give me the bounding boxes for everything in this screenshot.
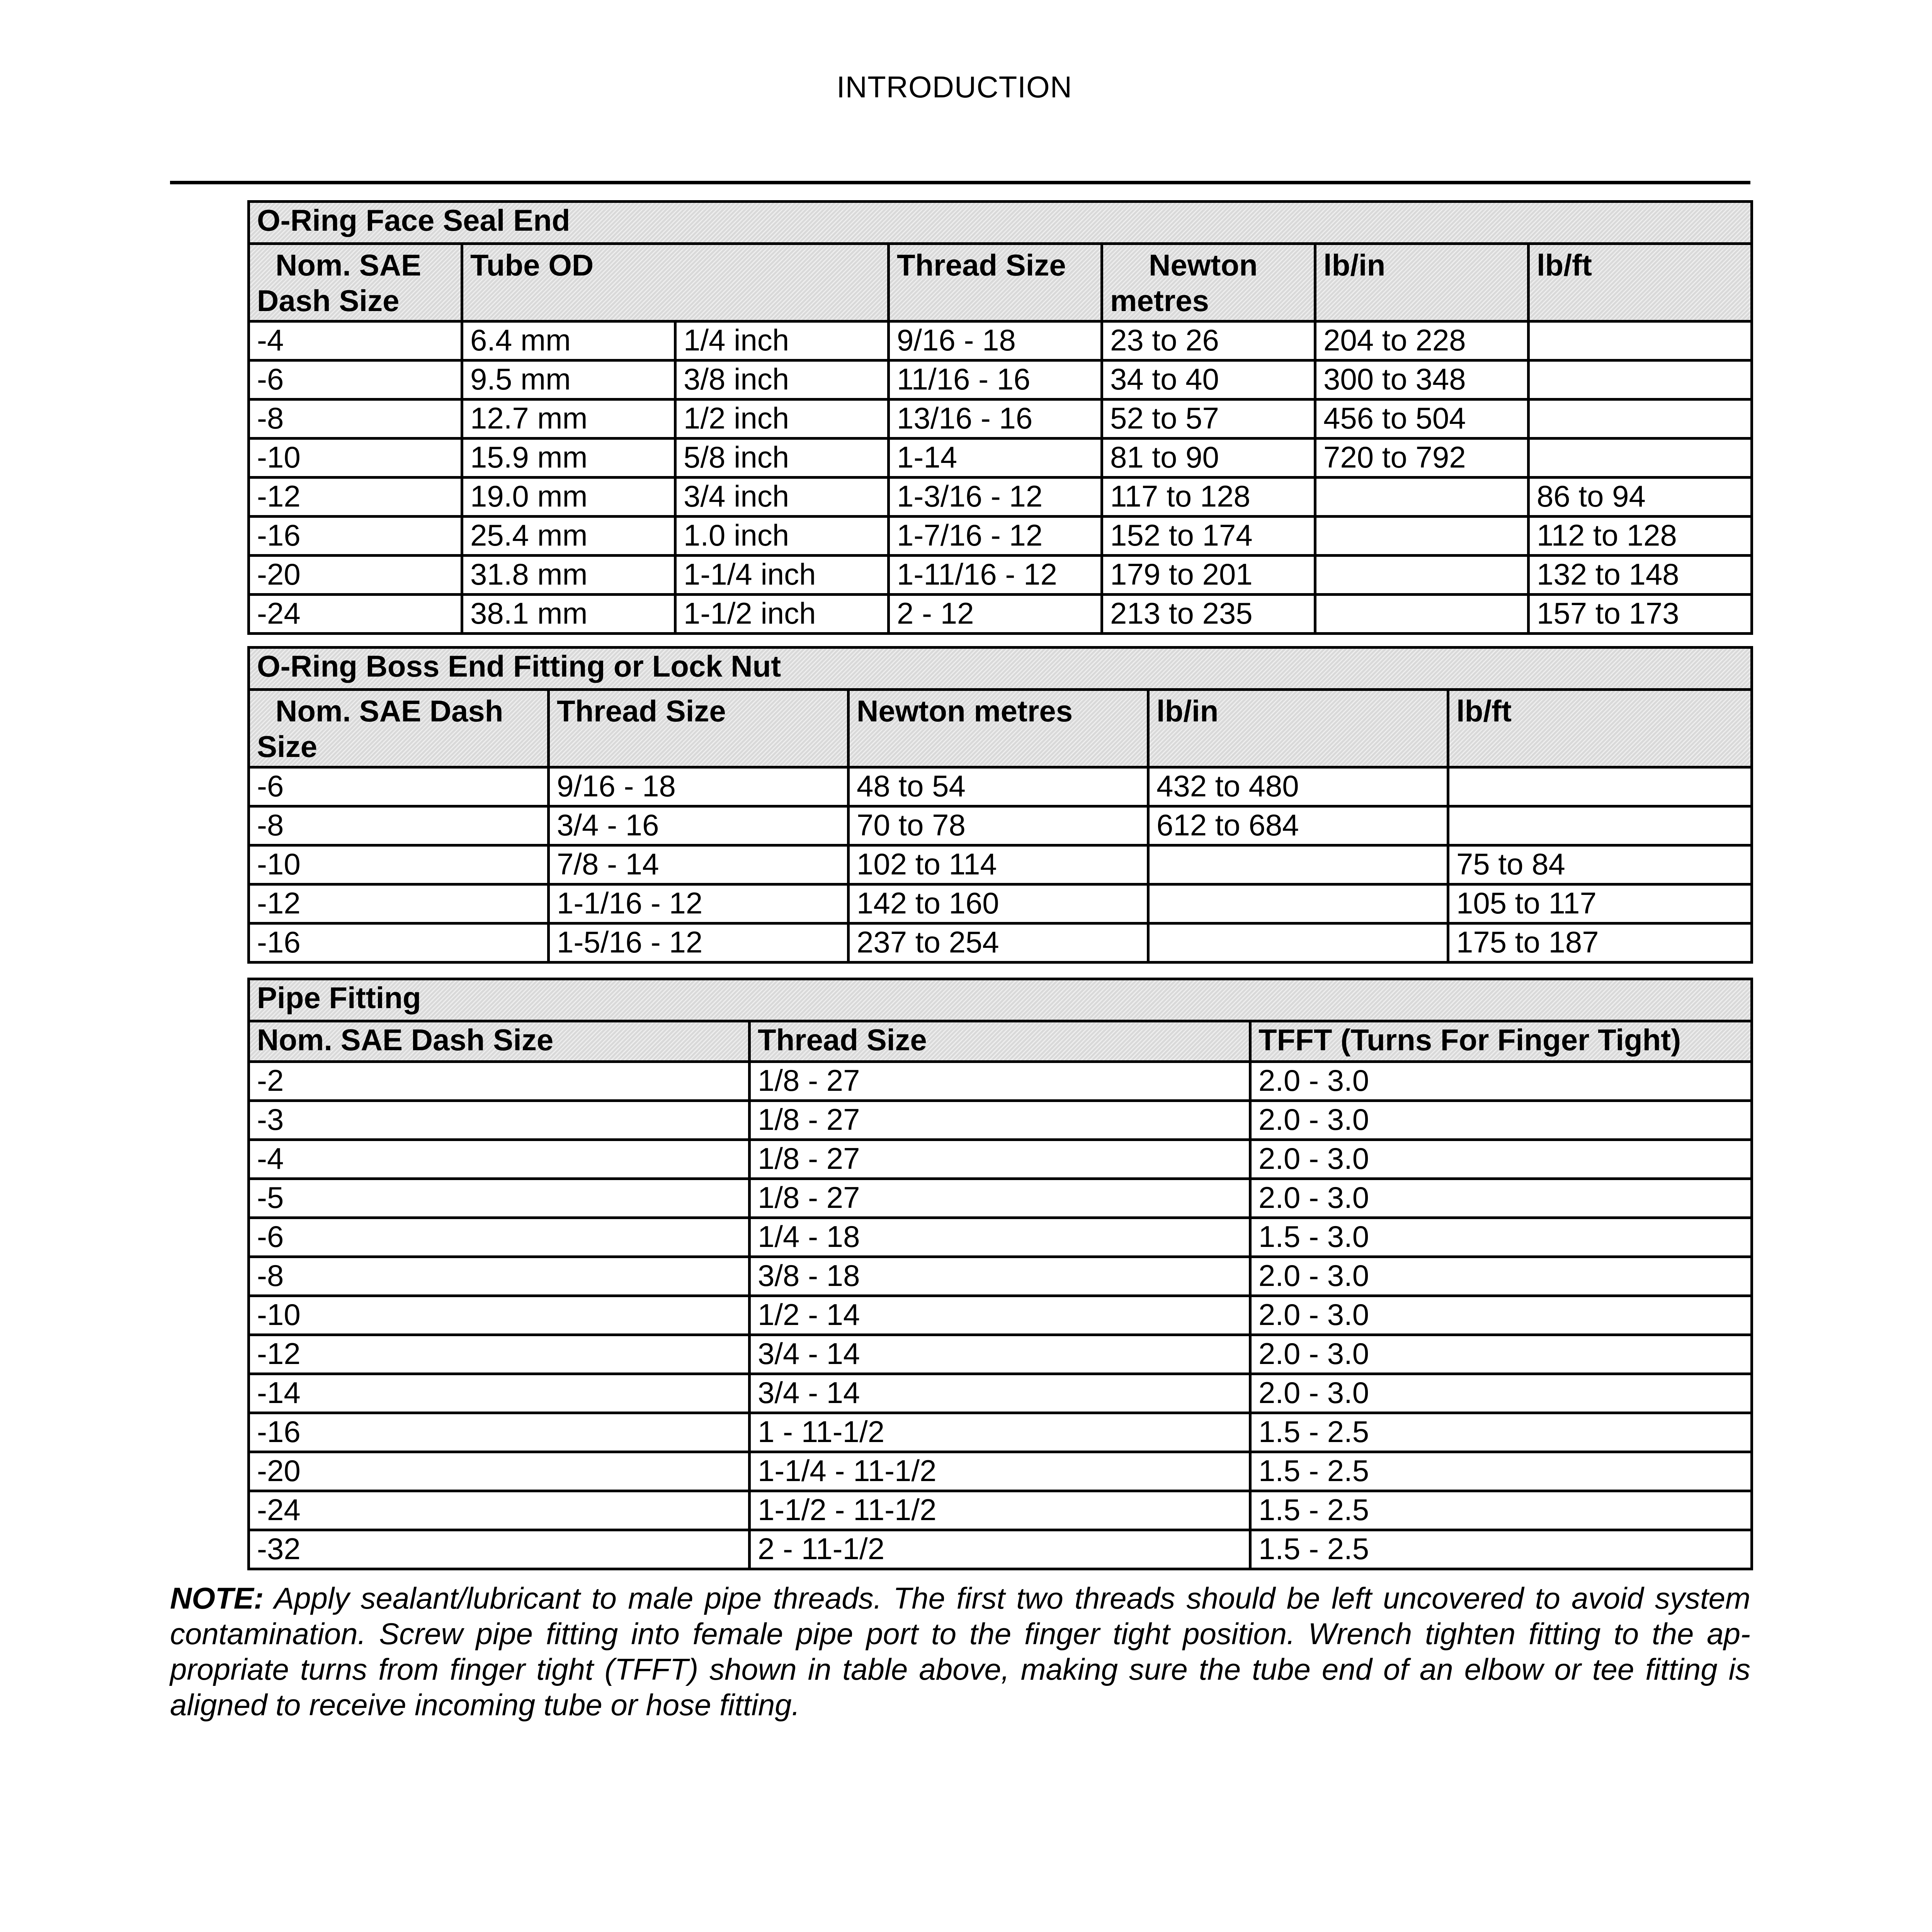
table-cell: 1/8 - 27 — [750, 1101, 1250, 1140]
table-cell: -20 — [249, 1452, 750, 1491]
table-cell: 237 to 254 — [849, 923, 1148, 963]
table-cell: 3/8 inch — [675, 361, 889, 400]
table-cell: 1/4 inch — [675, 321, 889, 361]
table-row — [249, 1335, 1752, 1374]
table-title: O-Ring Boss End Fitting or Lock Nut — [249, 648, 1752, 690]
table-cell: 2.0 - 3.0 — [1250, 1296, 1752, 1335]
table-cell — [1448, 806, 1752, 845]
table-cell: 1-1/16 - 12 — [549, 884, 849, 923]
column-header-newton-metres: Newton metres — [849, 690, 1148, 767]
column-header-dash-size — [249, 690, 549, 767]
table-cell: 1.0 inch — [675, 517, 889, 556]
table-cell: 5/8 inch — [675, 439, 889, 478]
table-title: O-Ring Face Seal End — [249, 202, 1752, 244]
table-cell: 152 to 174 — [1102, 517, 1315, 556]
table-cell: -8 — [249, 1257, 750, 1296]
table-cell: -4 — [249, 1140, 750, 1179]
column-header-thread-size: Thread Size — [889, 244, 1102, 321]
table-cell: 1-1/2 inch — [675, 595, 889, 634]
table-cell: 2.0 - 3.0 — [1250, 1101, 1752, 1140]
table-cell: 1-1/2 - 11-1/2 — [750, 1491, 1250, 1530]
header-text: Nom. SAE — [276, 248, 422, 282]
table-cell — [1529, 321, 1752, 361]
table-cell: 612 to 684 — [1148, 806, 1448, 845]
table-cell: 81 to 90 — [1102, 439, 1315, 478]
table-cell: 157 to 173 — [1529, 595, 1752, 634]
table-cell — [1148, 884, 1448, 923]
table-cell: 1/4 - 18 — [750, 1218, 1250, 1257]
table-cell: -20 — [249, 556, 462, 595]
table-cell: 3/4 inch — [675, 478, 889, 517]
table-cell: -4 — [249, 321, 462, 361]
table-cell — [1315, 595, 1529, 634]
table-cell: 1 - 11-1/2 — [750, 1413, 1250, 1452]
table-row — [249, 767, 1752, 806]
table-row — [249, 556, 1752, 595]
table-cell: -2 — [249, 1062, 750, 1101]
table-cell: 213 to 235 — [1102, 595, 1315, 634]
table-cell: 15.9 mm — [462, 439, 675, 478]
table-row — [249, 361, 1752, 400]
table-cell: 2 - 12 — [889, 595, 1102, 634]
table-cell: 1/8 - 27 — [750, 1179, 1250, 1218]
table-row — [249, 439, 1752, 478]
table-cell: 6.4 mm — [462, 321, 675, 361]
table-cell: -8 — [249, 400, 462, 439]
table-cell: 132 to 148 — [1529, 556, 1752, 595]
table-cell: 38.1 mm — [462, 595, 675, 634]
table-cell: 75 to 84 — [1448, 845, 1752, 884]
table-row — [249, 1491, 1752, 1530]
table-cell: 3/8 - 18 — [750, 1257, 1250, 1296]
table-cell: 2.0 - 3.0 — [1250, 1140, 1752, 1179]
table-cell: 117 to 128 — [1102, 478, 1315, 517]
pipe-fitting-table — [247, 978, 1753, 1570]
table-cell: -24 — [249, 1491, 750, 1530]
table-cell: 204 to 228 — [1315, 321, 1529, 361]
table-cell: -24 — [249, 595, 462, 634]
table-cell: 105 to 117 — [1448, 884, 1752, 923]
table-cell — [1148, 845, 1448, 884]
column-header-lb-in: lb/in — [1315, 244, 1529, 321]
table-row — [249, 595, 1752, 634]
header-text: Newton — [1149, 248, 1258, 282]
table-row — [249, 478, 1752, 517]
table-cell: -32 — [249, 1530, 750, 1569]
table-cell: -6 — [249, 1218, 750, 1257]
table-row — [249, 923, 1752, 963]
table-cell: 2.0 - 3.0 — [1250, 1062, 1752, 1101]
note-paragraph — [170, 1580, 1750, 1723]
table-cell: 432 to 480 — [1148, 767, 1448, 806]
table-cell — [1529, 439, 1752, 478]
table-row — [249, 1530, 1752, 1569]
table-cell: -5 — [249, 1179, 750, 1218]
table-cell: 1-11/16 - 12 — [889, 556, 1102, 595]
header-text: Size — [257, 730, 318, 764]
table-row — [249, 884, 1752, 923]
table-cell: 1/8 - 27 — [750, 1062, 1250, 1101]
section-title: INTRODUCTION — [837, 70, 1072, 104]
table-cell: 1-7/16 - 12 — [889, 517, 1102, 556]
header-text: Nom. SAE Dash — [276, 694, 503, 728]
table-cell — [1448, 767, 1752, 806]
table-cell: 12.7 mm — [462, 400, 675, 439]
note-text: Apply sealant/lubricant to male pipe threads. The first two threads should be left uncovered to avoid system — [264, 1581, 1750, 1615]
table-cell: -16 — [249, 1413, 750, 1452]
table-cell: 34 to 40 — [1102, 361, 1315, 400]
table-cell: 1.5 - 3.0 — [1250, 1218, 1752, 1257]
oring-boss-table — [247, 646, 1753, 964]
table-cell: 11/16 - 16 — [889, 361, 1102, 400]
column-header-lb-in: lb/in — [1148, 690, 1448, 767]
table-cell: 1.5 - 2.5 — [1250, 1491, 1752, 1530]
table-cell: 1/8 - 27 — [750, 1140, 1250, 1179]
table-cell: 1-3/16 - 12 — [889, 478, 1102, 517]
table-cell: 2.0 - 3.0 — [1250, 1374, 1752, 1413]
table-row — [249, 400, 1752, 439]
table-row — [249, 1257, 1752, 1296]
table-cell: -6 — [249, 361, 462, 400]
table-cell: 1/2 - 14 — [750, 1296, 1250, 1335]
table-cell: -12 — [249, 1335, 750, 1374]
table-cell: 1.5 - 2.5 — [1250, 1452, 1752, 1491]
table-cell: 25.4 mm — [462, 517, 675, 556]
column-header-dash-size: Nom. SAE Dash Size — [249, 1021, 750, 1062]
table-cell: 456 to 504 — [1315, 400, 1529, 439]
column-header-newton-metres — [1102, 244, 1315, 321]
table-cell: 1-5/16 - 12 — [549, 923, 849, 963]
column-header-lb-ft: lb/ft — [1529, 244, 1752, 321]
table-cell: 2.0 - 3.0 — [1250, 1257, 1752, 1296]
table-cell — [1315, 556, 1529, 595]
table-cell: 3/4 - 16 — [549, 806, 849, 845]
table-cell: 31.8 mm — [462, 556, 675, 595]
table-cell: 9.5 mm — [462, 361, 675, 400]
table-row — [249, 321, 1752, 361]
table-cell: 142 to 160 — [849, 884, 1148, 923]
table-cell: -14 — [249, 1374, 750, 1413]
table-cell: 2.0 - 3.0 — [1250, 1335, 1752, 1374]
table-cell: 23 to 26 — [1102, 321, 1315, 361]
table-cell: 1-1/4 - 11-1/2 — [750, 1452, 1250, 1491]
table-cell: 70 to 78 — [849, 806, 1148, 845]
table-cell — [1148, 923, 1448, 963]
table-cell: -12 — [249, 478, 462, 517]
table-cell: 1.5 - 2.5 — [1250, 1530, 1752, 1569]
table-row — [249, 1452, 1752, 1491]
header-text: metres — [1110, 284, 1209, 318]
table-cell: 7/8 - 14 — [549, 845, 849, 884]
header-text: Dash Size — [257, 284, 400, 318]
header-divider — [170, 181, 1750, 184]
column-header-thread-size: Thread Size — [549, 690, 849, 767]
table-row — [249, 1062, 1752, 1101]
table-row — [249, 1179, 1752, 1218]
table-cell: 1-1/4 inch — [675, 556, 889, 595]
table-cell: 9/16 - 18 — [889, 321, 1102, 361]
table-row — [249, 1374, 1752, 1413]
table-cell: -16 — [249, 923, 549, 963]
table-cell: -12 — [249, 884, 549, 923]
table-row — [249, 1101, 1752, 1140]
table-cell: 2.0 - 3.0 — [1250, 1179, 1752, 1218]
table-cell: 13/16 - 16 — [889, 400, 1102, 439]
table-cell: 1/2 inch — [675, 400, 889, 439]
table-row — [249, 1413, 1752, 1452]
table-cell: -8 — [249, 806, 549, 845]
note-line: contamination. Screw pipe fitting into female pipe port to the finger tight position. Wrench tighten fitting to the ap- — [170, 1617, 1750, 1651]
table-cell: 102 to 114 — [849, 845, 1148, 884]
oring-face-seal-table — [247, 200, 1753, 635]
table-row — [249, 1296, 1752, 1335]
table-row — [249, 1140, 1752, 1179]
table-cell: -6 — [249, 767, 549, 806]
column-header-tube-od: Tube OD — [462, 244, 889, 321]
table-cell — [1315, 517, 1529, 556]
table-cell — [1529, 400, 1752, 439]
note-line: aligned to receive incoming tube or hose fitting. — [170, 1688, 800, 1722]
table-cell: 1.5 - 2.5 — [1250, 1413, 1752, 1452]
table-cell: -10 — [249, 1296, 750, 1335]
column-header-dash-size — [249, 244, 462, 321]
table-cell: 9/16 - 18 — [549, 767, 849, 806]
table-cell: 52 to 57 — [1102, 400, 1315, 439]
table-cell: -10 — [249, 845, 549, 884]
table-cell: 175 to 187 — [1448, 923, 1752, 963]
column-header-tfft: TFFT (Turns For Finger Tight) — [1250, 1021, 1752, 1062]
table-row — [249, 806, 1752, 845]
note-label: NOTE: — [170, 1581, 264, 1615]
table-cell: 300 to 348 — [1315, 361, 1529, 400]
table-cell: 3/4 - 14 — [750, 1374, 1250, 1413]
table-title: Pipe Fitting — [249, 979, 1752, 1021]
table-cell: 112 to 128 — [1529, 517, 1752, 556]
table-cell: 1-14 — [889, 439, 1102, 478]
table-row — [249, 517, 1752, 556]
table-row — [249, 845, 1752, 884]
table-cell: 3/4 - 14 — [750, 1335, 1250, 1374]
table-cell: -10 — [249, 439, 462, 478]
table-cell: 179 to 201 — [1102, 556, 1315, 595]
table-cell: -3 — [249, 1101, 750, 1140]
table-cell: 720 to 792 — [1315, 439, 1529, 478]
table-cell: 2 - 11-1/2 — [750, 1530, 1250, 1569]
table-cell: 19.0 mm — [462, 478, 675, 517]
column-header-lb-ft: lb/ft — [1448, 690, 1752, 767]
table-row — [249, 1218, 1752, 1257]
table-cell: 48 to 54 — [849, 767, 1148, 806]
table-cell — [1315, 478, 1529, 517]
note-line — [170, 1580, 1750, 1616]
column-header-thread-size: Thread Size — [750, 1021, 1250, 1062]
table-cell: 86 to 94 — [1529, 478, 1752, 517]
table-cell: -16 — [249, 517, 462, 556]
note-line: propriate turns from finger tight (TFFT) shown in table above, making sure the tube end of an elbow or tee fitting is — [170, 1652, 1750, 1686]
table-cell — [1529, 361, 1752, 400]
